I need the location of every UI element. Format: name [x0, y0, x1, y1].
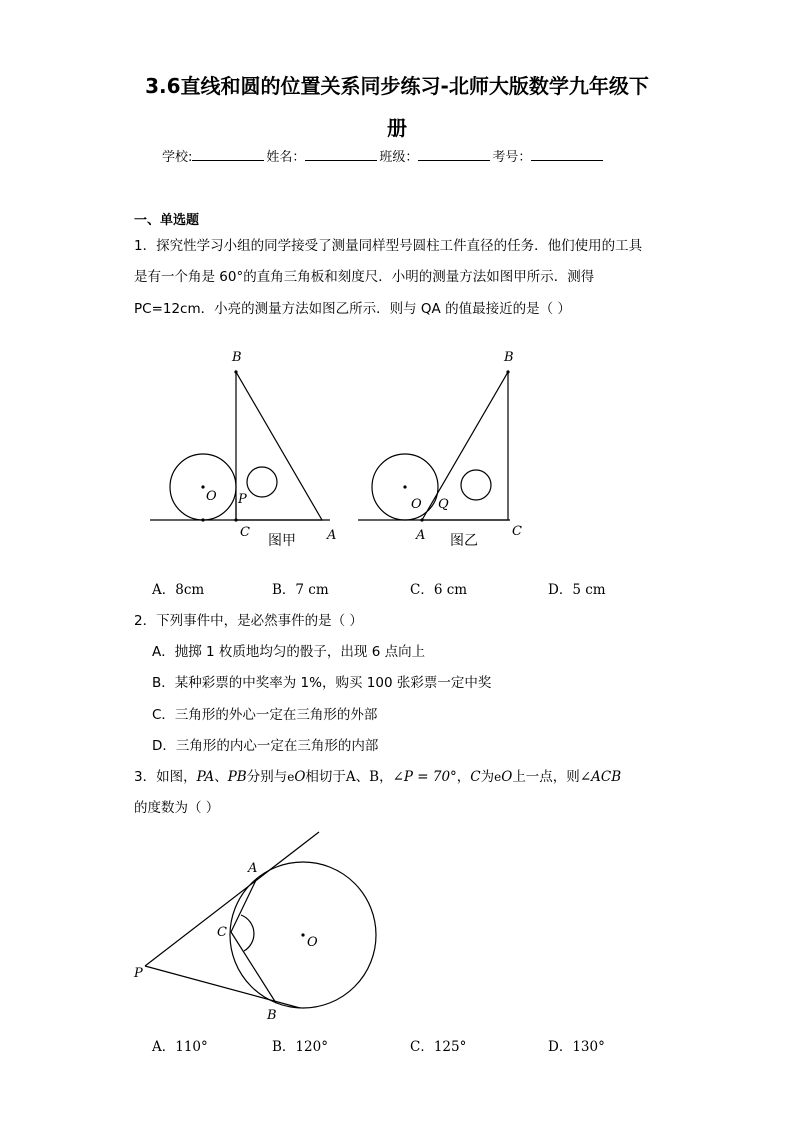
- caption-jia: 图甲: [268, 533, 296, 549]
- triangle-yi: [422, 372, 508, 520]
- angle-arc-c: [241, 915, 254, 951]
- q3-text-4: 相切于: [305, 769, 346, 785]
- point-c-dot-jia: [234, 518, 237, 521]
- q3-text-1: 3．如图，: [134, 769, 197, 785]
- student-info-line: [162, 146, 605, 165]
- label-c-yi: C: [512, 524, 522, 539]
- q3-figure: [120, 820, 400, 1025]
- q3-text-9: 上一点，则: [512, 769, 580, 785]
- triangle-hole-yi: [461, 470, 491, 500]
- q3-pb: PB: [227, 769, 247, 785]
- number-label: 考号：: [492, 150, 532, 165]
- q3-text-5: 、: [355, 769, 370, 785]
- q3-option-a[interactable]: A．110°: [152, 1039, 208, 1055]
- name-blank[interactable]: [305, 148, 377, 161]
- figure-yi: [358, 372, 510, 520]
- label-b: B: [267, 1008, 277, 1023]
- q3-stem-line1: [134, 765, 621, 785]
- label-o-yi: O: [411, 497, 422, 512]
- q3-option-d[interactable]: D．130°: [548, 1039, 605, 1055]
- q3-option-c[interactable]: C．125°: [410, 1039, 467, 1055]
- circle-symbol-2: e: [494, 770, 502, 784]
- label-a: A: [248, 861, 258, 876]
- q3-pa: PA: [196, 769, 215, 785]
- q1-line1: 1．探究性学习小组的同学接受了测量同样型号圆柱工件直径的任务．他们使用的工具: [134, 238, 643, 254]
- section-heading: 一、单选题: [134, 213, 200, 228]
- q3-text-8: 为: [480, 769, 495, 785]
- q2-option-b[interactable]: B．某种彩票的中奖率为 1%，购买 100 张彩票一定中奖: [152, 675, 492, 691]
- q1-line3: PC=12cm．小亮的测量方法如图乙所示．则与 QA 的值最接近的是（ ）: [134, 301, 571, 317]
- page-title-continued: 册: [387, 116, 407, 140]
- center-dot-jia: [201, 485, 204, 488]
- q3-angle-p: ∠P = 70°: [392, 769, 457, 785]
- label-b-jia: B: [232, 350, 242, 365]
- q1-option-d[interactable]: D．5 cm: [548, 582, 606, 598]
- point-b-dot-jia: [234, 370, 237, 373]
- q1-figures: [0, 330, 794, 560]
- circle-symbol-1: e: [287, 770, 295, 784]
- tangent-pa: [145, 832, 319, 966]
- label-c-jia: C: [240, 525, 250, 540]
- q2-stem: 2．下列事件中，是必然事件的是（ ）: [134, 613, 363, 629]
- point-b-dot-yi: [506, 370, 509, 373]
- page-title: 3.6直线和圆的位置关系同步练习-北师大版数学九年级下: [145, 74, 649, 98]
- label-b-yi: B: [504, 350, 514, 365]
- label-p: P: [134, 966, 143, 981]
- label-p-jia: P: [238, 492, 247, 507]
- q1-option-c[interactable]: C．6 cm: [410, 582, 468, 598]
- q3-o-1: O: [294, 769, 306, 785]
- label-c: C: [217, 925, 227, 940]
- label-a-jia: A: [327, 528, 337, 543]
- label-o-jia: O: [206, 489, 217, 504]
- center-dot-yi: [403, 485, 406, 488]
- class-blank[interactable]: [418, 148, 490, 161]
- q3-angle-acb: ∠ACB: [579, 769, 622, 785]
- tangent-pb: [145, 966, 300, 1008]
- q1-line2: 是有一个角是 60°的直角三角板和刻度尺．小明的测量方法如图甲所示．测得: [134, 269, 595, 285]
- q3-o-2: O: [501, 769, 513, 785]
- q3-stem-line2: 的度数为（ ）: [134, 800, 220, 816]
- q3-text-7: ，: [456, 769, 471, 785]
- number-blank[interactable]: [531, 148, 603, 161]
- q3-text-6: ，: [379, 769, 393, 785]
- label-q-yi: Q: [438, 497, 449, 512]
- triangle-hole-jia: [247, 467, 277, 497]
- q1-option-b[interactable]: B．7 cm: [272, 582, 329, 598]
- label-o: O: [307, 935, 318, 950]
- segment-ac: [231, 878, 257, 932]
- q3-c: C: [470, 769, 481, 785]
- label-a-yi: A: [416, 528, 426, 543]
- center-dot-o: [301, 933, 304, 936]
- caption-yi: 图乙: [450, 533, 478, 549]
- school-blank[interactable]: [192, 148, 264, 161]
- q3-text-2: 、: [214, 769, 228, 785]
- q2-option-c[interactable]: C．三角形的外心一定在三角形的外部: [152, 707, 378, 723]
- q3-a: A: [345, 769, 356, 785]
- point-a-dot-yi: [420, 518, 423, 521]
- q1-option-a[interactable]: A．8cm: [152, 582, 205, 598]
- q2-option-a[interactable]: A．抛掷 1 枚质地均匀的骰子，出现 6 点向上: [152, 644, 426, 660]
- q3-b: B: [369, 769, 380, 785]
- class-label: 班级：: [379, 150, 419, 165]
- triangle-jia: [236, 372, 322, 520]
- school-label: 学校:: [162, 150, 193, 165]
- q3-text-3: 分别与: [246, 769, 288, 785]
- tangent-dot-jia: [201, 518, 204, 521]
- name-label: 姓名：: [266, 150, 306, 165]
- q3-option-b[interactable]: B．120°: [272, 1039, 328, 1055]
- q2-option-d[interactable]: D．三角形的内心一定在三角形的内部: [152, 738, 379, 754]
